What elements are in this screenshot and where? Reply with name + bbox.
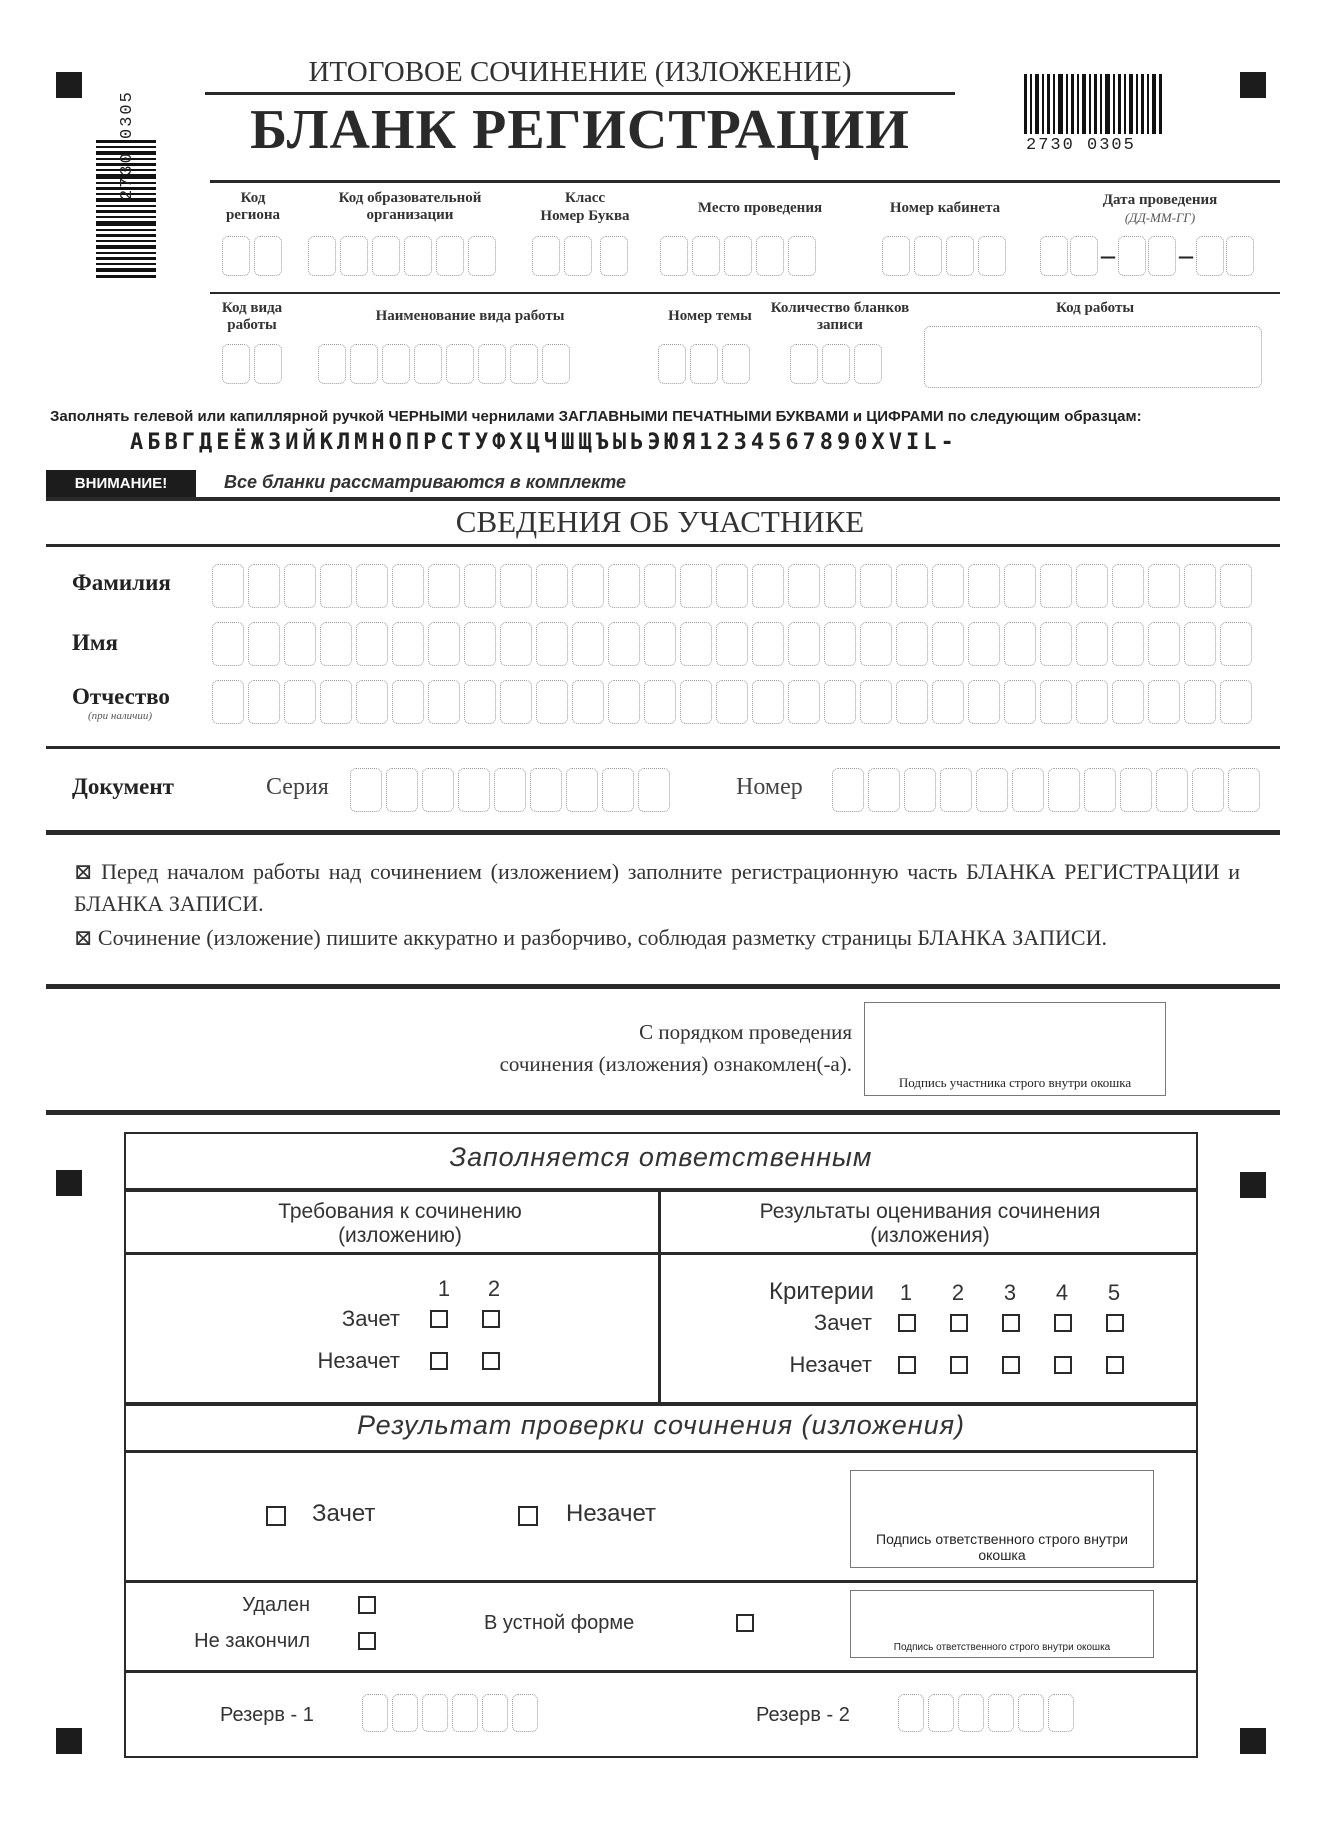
input-cell[interactable]	[320, 680, 352, 724]
place-cells	[660, 236, 816, 276]
input-cell[interactable]	[788, 564, 820, 608]
criteria-col-3: 3	[1003, 1280, 1017, 1305]
sheets-count-cells	[790, 344, 882, 384]
input-cell[interactable]	[932, 564, 964, 608]
check-title-rule-top	[124, 1402, 1198, 1406]
barcode-bars-horizontal	[1024, 74, 1164, 134]
input-cell[interactable]	[212, 680, 244, 724]
final-pass-checkbox[interactable]	[266, 1506, 286, 1526]
input-cell[interactable]	[824, 564, 856, 608]
criteria-pass-2-checkbox[interactable]	[950, 1314, 968, 1332]
work-type-code-cells	[222, 344, 282, 384]
input-cell[interactable]	[1196, 236, 1224, 276]
room-cells	[882, 236, 1006, 276]
input-cell[interactable]	[946, 236, 974, 276]
input-cell[interactable]	[414, 344, 442, 384]
document-number-cells	[832, 768, 1260, 812]
corner-marker-mid-left	[56, 1170, 82, 1196]
input-cell[interactable]	[350, 768, 382, 812]
input-cell[interactable]	[446, 344, 474, 384]
removed-checkbox[interactable]	[358, 1596, 376, 1614]
sample-characters: АБВГДЕЁЖЗИЙКЛМНОПРСТУФХЦЧШЩЪЫЬЭЮЯ1234567890XVIL-	[130, 430, 958, 455]
input-cell[interactable]	[680, 564, 712, 608]
input-cell[interactable]	[284, 622, 316, 666]
input-cell[interactable]	[860, 622, 892, 666]
input-cell[interactable]	[790, 344, 818, 384]
input-cell[interactable]	[1148, 236, 1176, 276]
input-cell[interactable]	[350, 344, 378, 384]
input-cell[interactable]	[1184, 564, 1216, 608]
input-cell[interactable]	[644, 564, 676, 608]
final-rule	[124, 1580, 1198, 1583]
official-signature-caption-small: Подпись ответственного строго внутри окошка	[893, 1642, 1111, 1653]
input-cell[interactable]	[1112, 622, 1144, 666]
topic-number-cells	[658, 344, 750, 384]
input-cell[interactable]	[386, 768, 418, 812]
patronymic-cells	[212, 680, 1252, 724]
corner-marker-mid-right	[1240, 1172, 1266, 1198]
input-cell[interactable]	[212, 564, 244, 608]
official-header-rule	[124, 1252, 1198, 1255]
input-cell[interactable]	[464, 564, 496, 608]
header-rule-2	[210, 292, 1280, 294]
input-cell[interactable]	[868, 768, 900, 812]
input-cell[interactable]	[254, 236, 282, 276]
form-subtitle: ИТОГОВОЕ СОЧИНЕНИЕ (ИЗЛОЖЕНИЕ)	[308, 56, 852, 88]
input-cell[interactable]	[752, 564, 784, 608]
label-org-code: Код образовательной организации	[338, 190, 482, 223]
label-work-type-code: Код вида работы	[221, 300, 283, 333]
label-room: Номер кабинета	[889, 200, 1001, 216]
label-region-code: Код региона	[225, 190, 281, 223]
input-cell[interactable]	[564, 236, 592, 276]
official-rule	[46, 1110, 1280, 1115]
input-cell[interactable]	[1004, 622, 1036, 666]
note-2: ⊠ Сочинение (изложение) пишите аккуратно и разборчиво, соблюдая разметку страницы БЛАНКА ЗАПИСИ.	[74, 925, 1107, 950]
input-cell[interactable]	[988, 1694, 1014, 1732]
input-cell[interactable]	[1184, 622, 1216, 666]
input-cell[interactable]	[248, 622, 280, 666]
input-cell[interactable]	[896, 680, 928, 724]
criteria-pass-3-checkbox[interactable]	[1002, 1314, 1020, 1332]
official-title-rule	[124, 1188, 1198, 1192]
name-cells	[212, 622, 1252, 666]
input-cell[interactable]	[1018, 1694, 1044, 1732]
input-cell[interactable]	[968, 564, 1000, 608]
label-number: Номер	[736, 774, 803, 800]
corner-marker-top-right	[1240, 72, 1266, 98]
input-cell[interactable]	[600, 236, 628, 276]
input-cell[interactable]	[752, 680, 784, 724]
acknowledge-line-2: сочинения (изложения) ознакомлен(-а).	[499, 1052, 852, 1076]
input-cell[interactable]	[608, 680, 640, 724]
input-cell[interactable]	[1192, 768, 1224, 812]
form-title: БЛАНК РЕГИСТРАЦИИ	[250, 99, 910, 161]
input-cell[interactable]	[1112, 680, 1144, 724]
input-cell[interactable]	[320, 564, 352, 608]
input-cell[interactable]	[500, 622, 532, 666]
corner-marker-top-left	[56, 72, 82, 98]
surname-cells	[212, 564, 1252, 608]
input-cell[interactable]	[382, 344, 410, 384]
participant-rule	[46, 544, 1280, 547]
final-pass-label: Зачет	[312, 1500, 376, 1527]
input-cell[interactable]	[940, 768, 972, 812]
input-cell[interactable]	[690, 344, 718, 384]
input-cell[interactable]	[248, 564, 280, 608]
input-cell[interactable]	[1156, 768, 1188, 812]
input-cell[interactable]	[1148, 680, 1180, 724]
input-cell[interactable]	[458, 768, 490, 812]
reserve-1-cells	[362, 1694, 538, 1732]
reserve-2-cells	[898, 1694, 1074, 1732]
input-cell[interactable]	[422, 1694, 448, 1732]
check-title: Результат проверки сочинения (изложения)	[356, 1410, 966, 1440]
input-cell[interactable]	[362, 1694, 388, 1732]
input-cell[interactable]	[284, 564, 316, 608]
input-cell[interactable]	[1148, 564, 1180, 608]
input-cell[interactable]	[1070, 236, 1098, 276]
input-cell[interactable]	[572, 622, 604, 666]
final-fail-checkbox[interactable]	[518, 1506, 538, 1526]
input-cell[interactable]	[212, 622, 244, 666]
input-cell[interactable]	[478, 344, 506, 384]
input-cell[interactable]	[752, 622, 784, 666]
input-cell[interactable]	[932, 680, 964, 724]
input-cell[interactable]	[1012, 768, 1044, 812]
corner-marker-bottom-left	[56, 1728, 82, 1754]
label-document: Документ	[72, 774, 174, 799]
input-cell[interactable]	[1228, 768, 1260, 812]
input-cell[interactable]	[222, 344, 250, 384]
input-cell[interactable]	[284, 680, 316, 724]
date-cells	[1040, 236, 1254, 276]
input-cell[interactable]	[422, 768, 454, 812]
document-rule-bottom	[46, 830, 1280, 835]
input-cell[interactable]	[928, 1694, 954, 1732]
barcode-vertical	[96, 90, 182, 280]
input-cell[interactable]	[692, 236, 720, 276]
reserve-rule	[124, 1670, 1198, 1673]
input-cell[interactable]	[428, 680, 460, 724]
req-fail-1-checkbox[interactable]	[430, 1352, 448, 1370]
req-col-2: 2	[487, 1276, 501, 1301]
input-cell[interactable]	[392, 680, 424, 724]
input-cell[interactable]	[464, 622, 496, 666]
notes-rule	[46, 984, 1280, 989]
input-cell[interactable]	[510, 344, 538, 384]
input-cell[interactable]	[896, 564, 928, 608]
official-signature-caption: Подпись ответственного строго внутри окошка	[876, 1531, 1128, 1563]
input-cell[interactable]	[428, 622, 460, 666]
criteria-col-1: 1	[899, 1280, 913, 1305]
label-series: Серия	[266, 774, 329, 800]
input-cell[interactable]	[914, 236, 942, 276]
input-cell[interactable]	[340, 236, 368, 276]
final-fail-label: Незачет	[566, 1500, 657, 1527]
req-fail-label: Незачет	[317, 1348, 400, 1373]
input-cell[interactable]	[572, 564, 604, 608]
input-cell[interactable]	[356, 622, 388, 666]
input-cell[interactable]	[968, 622, 1000, 666]
input-cell[interactable]	[1048, 1694, 1074, 1732]
attention-label: ВНИМАНИЕ!	[46, 470, 196, 498]
input-cell[interactable]	[1220, 680, 1252, 724]
input-cell[interactable]	[788, 680, 820, 724]
input-cell[interactable]	[512, 1694, 538, 1732]
input-cell[interactable]	[860, 680, 892, 724]
official-vertical-divider	[658, 1190, 661, 1404]
criteria-fail-1-checkbox[interactable]	[898, 1356, 916, 1374]
input-cell[interactable]	[860, 564, 892, 608]
input-cell[interactable]	[1076, 564, 1108, 608]
work-type-name-cells	[318, 344, 570, 384]
input-cell[interactable]	[530, 768, 562, 812]
work-code-box[interactable]	[924, 326, 1262, 388]
label-patronymic-note: (при наличии)	[88, 710, 153, 722]
input-cell[interactable]	[494, 768, 526, 812]
criteria-fail-2-checkbox[interactable]	[950, 1356, 968, 1374]
criteria-fail-3-checkbox[interactable]	[1002, 1356, 1020, 1374]
label-class-number-letter: Номер Буква	[540, 208, 630, 224]
req-col-1: 1	[437, 1276, 451, 1301]
input-cell[interactable]	[452, 1694, 478, 1732]
label-date: Дата проведения	[1102, 192, 1218, 208]
input-cell[interactable]	[1184, 680, 1216, 724]
subtitle-underline	[205, 92, 955, 95]
input-cell[interactable]	[1004, 564, 1036, 608]
input-cell[interactable]	[1118, 236, 1146, 276]
input-cell[interactable]	[904, 768, 936, 812]
attention-rule	[46, 497, 1280, 501]
label-patronymic: Отчество	[72, 684, 170, 709]
input-cell[interactable]	[392, 564, 424, 608]
input-cell[interactable]	[608, 564, 640, 608]
input-cell[interactable]	[756, 236, 784, 276]
input-cell[interactable]	[372, 236, 400, 276]
input-cell[interactable]	[222, 236, 250, 276]
label-name: Имя	[72, 630, 118, 655]
input-cell[interactable]	[482, 1694, 508, 1732]
input-cell[interactable]	[1040, 564, 1072, 608]
participant-signature-caption: Подпись участника строго внутри окошка	[898, 1075, 1132, 1090]
label-topic-number: Номер темы	[668, 308, 752, 324]
input-cell[interactable]	[566, 768, 598, 812]
region-code-cells	[222, 236, 282, 276]
input-cell[interactable]	[320, 622, 352, 666]
criteria-col-5: 5	[1107, 1280, 1121, 1305]
criteria-label: Критерии	[769, 1278, 874, 1305]
check-title-rule-bottom	[124, 1450, 1198, 1453]
input-cell[interactable]	[1076, 680, 1108, 724]
input-cell[interactable]	[1004, 680, 1036, 724]
not-finished-checkbox[interactable]	[358, 1632, 376, 1650]
not-finished-label: Не закончил	[194, 1630, 310, 1652]
criteria-fail-label: Незачет	[789, 1352, 872, 1377]
label-work-type-name: Наименование вида работы	[375, 308, 565, 324]
oral-form-label: В устной форме	[484, 1612, 635, 1634]
input-cell[interactable]	[1220, 564, 1252, 608]
input-cell[interactable]	[356, 680, 388, 724]
input-cell[interactable]	[1120, 768, 1152, 812]
fill-instructions: Заполнять гелевой или капиллярной ручкой ЧЕРНЫМИ чернилами ЗАГЛАВНЫМИ ПЕЧАТНЫМИ БУКВАМИ и ЦИФРАМИ по следующим образцам:	[50, 408, 1142, 425]
input-cell[interactable]	[542, 344, 570, 384]
input-cell[interactable]	[1040, 680, 1072, 724]
input-cell[interactable]	[1040, 622, 1072, 666]
participant-section-title: СВЕДЕНИЯ ОБ УЧАСТНИКЕ	[455, 504, 865, 539]
criteria-col-4: 4	[1055, 1280, 1069, 1305]
req-fail-2-checkbox[interactable]	[482, 1352, 500, 1370]
input-cell[interactable]	[404, 236, 432, 276]
input-cell[interactable]	[658, 344, 686, 384]
input-cell[interactable]	[716, 680, 748, 724]
input-cell[interactable]	[1084, 768, 1116, 812]
input-cell[interactable]	[788, 622, 820, 666]
input-cell[interactable]	[958, 1694, 984, 1732]
input-cell[interactable]	[680, 680, 712, 724]
input-cell[interactable]	[724, 236, 752, 276]
reserve-2-label: Резерв - 2	[756, 1704, 850, 1726]
input-cell[interactable]	[976, 768, 1008, 812]
input-cell[interactable]	[1220, 622, 1252, 666]
input-cell[interactable]	[602, 768, 634, 812]
label-work-code: Код работы	[1055, 300, 1135, 316]
document-series-cells	[350, 768, 670, 812]
req-pass-1-checkbox[interactable]	[430, 1310, 448, 1328]
input-cell[interactable]	[468, 236, 496, 276]
req-pass-label: Зачет	[341, 1306, 400, 1331]
criteria-pass-4-checkbox[interactable]	[1054, 1314, 1072, 1332]
input-cell[interactable]	[1226, 236, 1254, 276]
criteria-fail-4-checkbox[interactable]	[1054, 1356, 1072, 1374]
input-cell[interactable]	[932, 622, 964, 666]
reserve-1-label: Резерв - 1	[220, 1704, 314, 1726]
criteria-pass-1-checkbox[interactable]	[898, 1314, 916, 1332]
input-cell[interactable]	[318, 344, 346, 384]
label-surname: Фамилия	[72, 570, 171, 595]
input-cell[interactable]	[436, 236, 464, 276]
label-place: Место проведения	[697, 200, 823, 216]
input-cell[interactable]	[608, 622, 640, 666]
removed-label: Удален	[242, 1594, 310, 1616]
input-cell[interactable]	[680, 622, 712, 666]
input-cell[interactable]	[978, 236, 1006, 276]
label-date-format: (ДД-ММ-ГГ)	[1124, 210, 1196, 225]
criteria-pass-label: Зачет	[813, 1310, 872, 1335]
header-rule-1	[210, 180, 1280, 183]
official-title: Заполняется ответственным	[449, 1142, 873, 1172]
input-cell[interactable]	[392, 622, 424, 666]
req-pass-2-checkbox[interactable]	[482, 1310, 500, 1328]
input-cell[interactable]	[716, 622, 748, 666]
input-cell[interactable]	[638, 768, 670, 812]
criteria-fail-5-checkbox[interactable]	[1106, 1356, 1124, 1374]
criteria-pass-5-checkbox[interactable]	[1106, 1314, 1124, 1332]
input-cell[interactable]	[822, 344, 850, 384]
input-cell[interactable]	[716, 564, 748, 608]
input-cell[interactable]	[1148, 622, 1180, 666]
input-cell[interactable]	[428, 564, 460, 608]
input-cell[interactable]	[854, 344, 882, 384]
label-sheets-count: Количество бланков записи	[770, 300, 910, 333]
input-cell[interactable]	[788, 236, 816, 276]
criteria-col-2: 2	[951, 1280, 965, 1305]
participant-signature-box[interactable]	[864, 1002, 1166, 1096]
input-cell[interactable]	[532, 236, 560, 276]
input-cell[interactable]	[536, 622, 568, 666]
official-signature-box[interactable]	[850, 1470, 1154, 1568]
note-1: ⊠ Перед началом работы над сочинением (изложением) заполните регистрационную часть БЛАНКА РЕГИСТРАЦИИ и БЛАНКА ЗАПИСИ.	[74, 859, 1240, 916]
document-rule-top	[46, 746, 1280, 749]
corner-marker-bottom-right	[1240, 1728, 1266, 1754]
attention-text: Все бланки рассматриваются в комплекте	[224, 472, 627, 492]
input-cell[interactable]	[722, 344, 750, 384]
date-dash: –	[1179, 240, 1193, 271]
input-cell[interactable]	[882, 236, 910, 276]
input-cell[interactable]	[1048, 768, 1080, 812]
input-cell[interactable]	[536, 564, 568, 608]
requirements-header: Требования к сочинению (изложению)	[278, 1200, 522, 1247]
input-cell[interactable]	[1040, 236, 1068, 276]
barcode-horizontal	[1024, 74, 1164, 160]
input-cell[interactable]	[644, 622, 676, 666]
input-cell[interactable]	[1112, 564, 1144, 608]
input-cell[interactable]	[254, 344, 282, 384]
input-cell[interactable]	[572, 680, 604, 724]
official-signature-box-small[interactable]	[850, 1590, 1154, 1658]
input-cell[interactable]	[464, 680, 496, 724]
input-cell[interactable]	[1076, 622, 1108, 666]
org-code-cells	[308, 236, 496, 276]
input-cell[interactable]	[968, 680, 1000, 724]
input-cell[interactable]	[356, 564, 388, 608]
acknowledge-line-1: С порядком проведения	[639, 1020, 852, 1044]
input-cell[interactable]	[832, 768, 864, 812]
input-cell[interactable]	[536, 680, 568, 724]
input-cell[interactable]	[898, 1694, 924, 1732]
input-cell[interactable]	[824, 622, 856, 666]
barcode-number: 2730 0305	[1026, 136, 1136, 155]
input-cell[interactable]	[824, 680, 856, 724]
date-dash: –	[1101, 240, 1115, 271]
barcode-number-vertical: 2730 0305	[118, 90, 137, 200]
input-cell[interactable]	[308, 236, 336, 276]
results-header: Результаты оценивания сочинения (изложения)	[759, 1200, 1101, 1247]
input-cell[interactable]	[248, 680, 280, 724]
class-cells	[532, 236, 628, 276]
input-cell[interactable]	[644, 680, 676, 724]
oral-form-checkbox[interactable]	[736, 1614, 754, 1632]
input-cell[interactable]	[500, 564, 532, 608]
label-class: Класс	[564, 190, 606, 206]
input-cell[interactable]	[660, 236, 688, 276]
input-cell[interactable]	[896, 622, 928, 666]
input-cell[interactable]	[500, 680, 532, 724]
input-cell[interactable]	[392, 1694, 418, 1732]
